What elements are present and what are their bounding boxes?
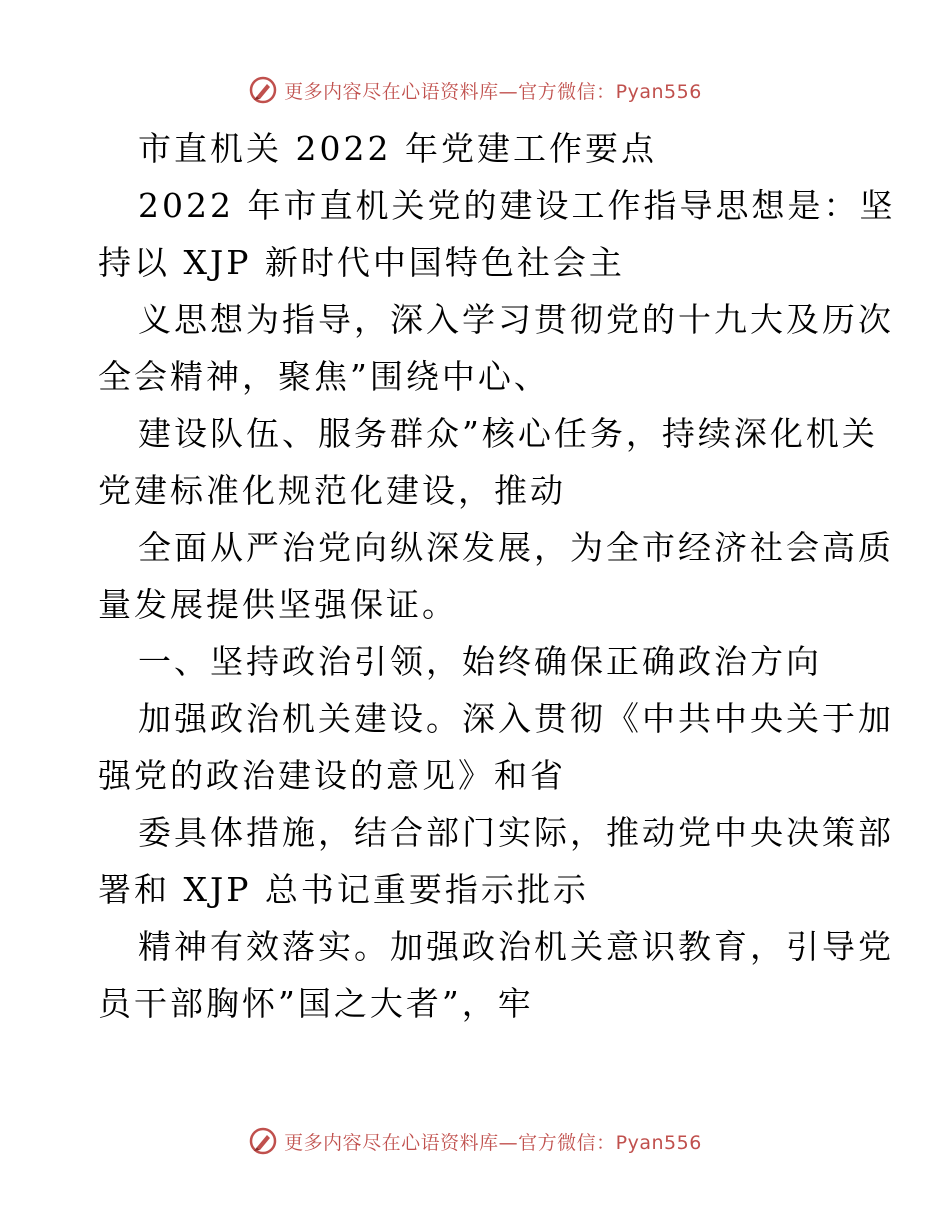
paragraph-line: 持以 XJP 新时代中国特色社会主: [98, 243, 625, 282]
header-watermark: [0, 75, 950, 105]
paragraph-line: 精神有效落实。加强政治机关意识教育，引导党: [138, 927, 894, 966]
footer-watermark: [0, 1126, 950, 1156]
paragraph-line: 义思想为指导，深入学习贯彻党的十九大及历次: [138, 300, 894, 339]
pen-logo-icon: [248, 1126, 278, 1156]
paragraph-line: 全会精神，聚焦”围绕中心、: [98, 357, 550, 396]
paragraph-line: 署和 XJP 总书记重要指示批示: [98, 870, 589, 909]
paragraph-line: 全面从严治党向纵深发展，为全市经济社会高质: [138, 528, 894, 567]
paragraph-line: 加强政治机关建设。深入贯彻《中共中央关于加: [138, 699, 894, 738]
watermark-text: 更多内容尽在心语资料库—官方微信：Pyan556: [284, 80, 702, 103]
paragraph-line: 员干部胸怀”国之大者”，牢: [98, 984, 534, 1023]
paragraph-line: 2022 年市直机关党的建设工作指导思想是：坚: [138, 186, 896, 225]
document-body: [98, 126, 896, 1026]
paragraph-line: 建设队伍、服务群众”核心任务，持续深化机关: [138, 414, 878, 453]
pen-logo-icon: [248, 75, 278, 105]
section-heading: 一、坚持政治引领，始终确保正确政治方向: [138, 642, 822, 681]
paragraph-line: 量发展提供坚强保证。: [98, 585, 458, 624]
document-title: 市直机关 2022 年党建工作要点: [138, 129, 657, 168]
paragraph-line: 强党的政治建设的意见》和省: [98, 756, 566, 795]
watermark-text: 更多内容尽在心语资料库—官方微信：Pyan556: [284, 1131, 702, 1154]
paragraph-line: 党建标准化规范化建设，推动: [98, 471, 566, 510]
paragraph-line: 委具体措施，结合部门实际，推动党中央决策部: [138, 813, 894, 852]
